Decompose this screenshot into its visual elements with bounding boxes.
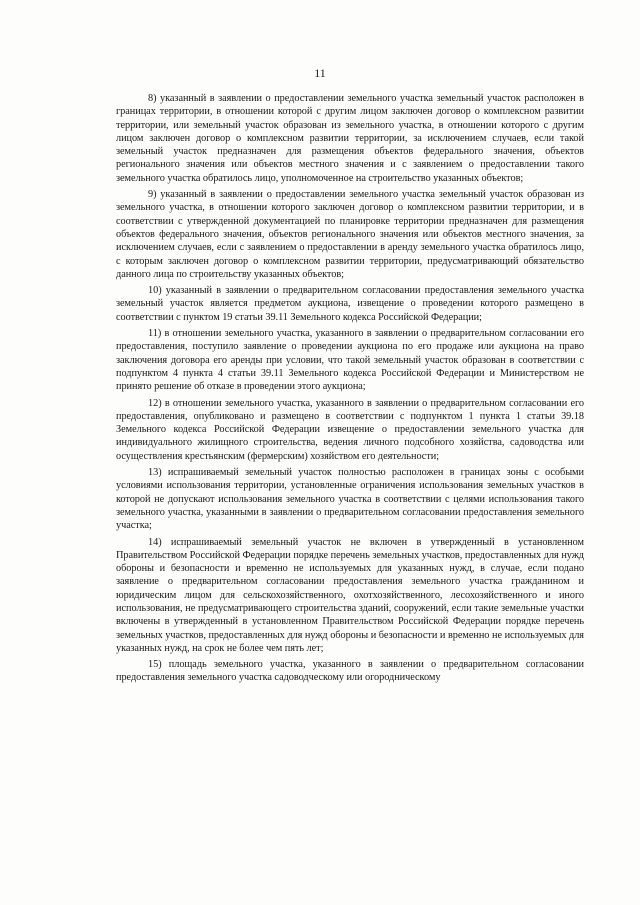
paragraph-9: 9) указанный в заявлении о предоставлении земельного участка земельный участок образован из земельного участка, в отношении которого заключен договор о комплексном развитии территории, и в соответствии с утвержденной документацией по планировке территории предназначен для размещения объектов федерального значения, объектов регионального значения или объектов местного значения, за исключением случаев, если с заявлением о предоставлении в аренду земельного участка обратилось лицо, с которым заключен договор о комплексном развитии территории, предусматривающий обязательство данного лица по строительству указанных объектов; <box>116 189 584 280</box>
paragraph-8: 8) указанный в заявлении о предоставлении земельного участка земельный участок расположен в границах территории, в отношении которой с другим лицом заключен договор о комплексном развитии территории, или земельный участок образован из земельного участка, в отношении которого с другим лицом заключен договор о комплексном развитии территории, за исключением случаев, если такой земельный участок предназначен для размещения объектов федерального значения, объектов регионального значения или объектов местного значения и с заявлением о предоставлении такого земельного участка обратилось лицо, уполномоченное на строительство указанных объектов; <box>116 93 584 184</box>
paragraph-15: 15) площадь земельного участка, указанного в заявлении о предварительном согласовании предоставления земельного участка садоводческому или огородническому <box>116 659 584 684</box>
page-number: 11 <box>314 66 326 80</box>
paragraph-13: 13) испрашиваемый земельный участок полностью расположен в границах зоны с особыми условиями использования территории, установленные ограничения использования земельных участков в которой не допускают использования земельного участка в соответствии с целями использования такого земельного участка, указанными в заявлении о предварительном согласовании предоставления земельного участка; <box>116 467 584 532</box>
document-body <box>116 92 584 688</box>
paragraph-14: 14) испрашиваемый земельный участок не включен в утвержденный в установленном Правительством Российской Федерации порядке перечень земельных участков, предоставленных для нужд обороны и безопасности и временно не используемых для указанных нужд, в случае, если подано заявление о предварительном согласовании предоставления земельного участка гражданином и юридическим лицом для сельскохозяйственного, охотхозяйственного, лесохозяйственного и иного использования, не предусматривающего строительства зданий, сооружений, если такие земельные участки включены в утвержденный в установленном Правительством Российской Федерации порядке перечень земельных участков, предоставленных для нужд обороны и безопасности и временно не используемых для указанных нужд, на срок не более чем пять лет; <box>116 536 584 654</box>
paragraph-12: 12) в отношении земельного участка, указанного в заявлении о предварительном согласовании его предоставления, опубликовано и размещено в соответствии с подпунктом 1 пункта 1 статьи 39.18 Земельного кодекса Российской Федерации извещение о предоставлении земельного участка для индивидуального жилищного строительства, ведения личного подсобного хозяйства, садоводства или осуществления крестьянским (фермерским) хозяйством его деятельности; <box>116 397 584 462</box>
paragraph-11: 11) в отношении земельного участка, указанного в заявлении о предварительном согласовании его предоставления, поступило заявление о проведении аукциона по его продаже или аукциона на право заключения договора его аренды при условии, что такой земельный участок образован в соответствии с подпунктом 4 пункта 4 статьи 39.11 Земельного кодекса Российской Федерации и Министерством не принято решение об отказе в проведении этого аукциона; <box>116 328 584 393</box>
paragraph-10: 10) указанный в заявлении о предварительном согласовании предоставления земельного участка земельный участок является предметом аукциона, извещение о проведении которого размещено в соответствии с пунктом 19 статьи 39.11 Земельного кодекса Российской Федерации; <box>116 285 584 323</box>
